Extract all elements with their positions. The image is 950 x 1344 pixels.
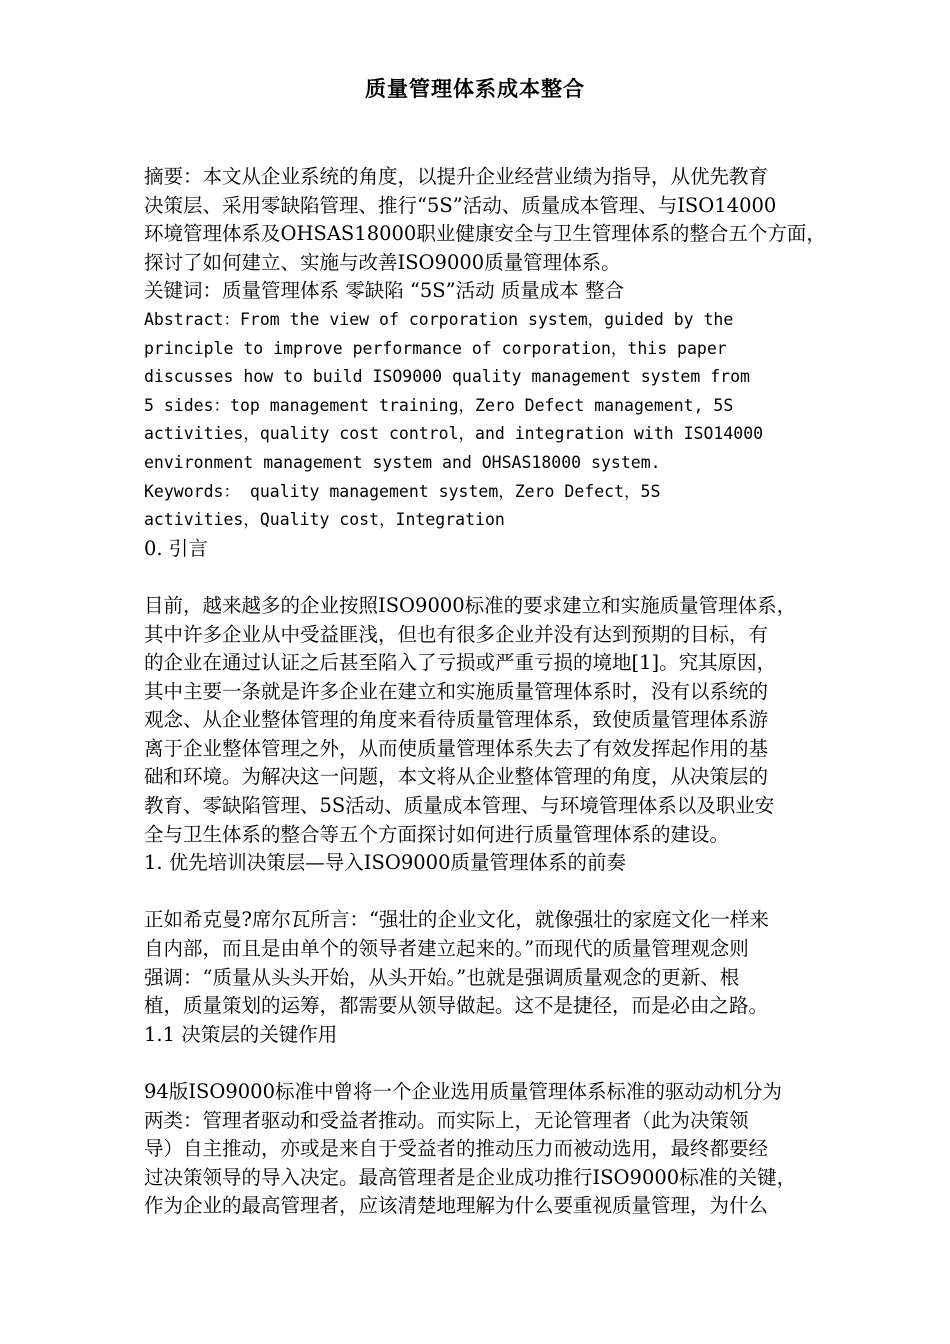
abstract-en-line: discusses how to build ISO9000 quality management system from [144,367,750,387]
abstract-cn-line: 环境管理体系及OHSAS18000职业健康安全与卫生管理体系的整合五个方面， [144,222,826,246]
abstract-cn-line: 决策层、采用零缺陷管理、推行“5S”活动、质量成本管理、与ISO14000 [144,193,777,217]
section-1-1-heading: 1.1 决策层的关键作用 [144,1022,338,1046]
document-body [144,163,904,1221]
blank-line [144,1049,904,1078]
keywords-cn: 关键词：质量管理体系 零缺陷 “5S”活动 质量成本 整合 [144,279,624,303]
section-0-line: 其中许多企业从中受益匪浅，但也有很多企业并没有达到预期的目标，有 [144,622,769,646]
section-0-line: 础和环境。为解决这一问题，本文将从企业整体管理的角度，从决策层的 [144,765,769,789]
abstract-en-line: principle to improve performance of corporation，this paper [144,338,727,358]
section-1-line: 自内部，而且是由单个的领导者建立起来的。”而现代的质量管理观念则 [144,937,749,961]
abstract-en-line: activities，quality cost control，and integration with ISO14000 [144,424,764,444]
section-1-1-line: 94版ISO9000标准中曾将一个企业选用质量管理体系标准的驱动动机分为 [144,1080,782,1103]
section-1-1-line: 导）自主推动，亦或是来自于受益者的推动压力而被动选用，最终都要经 [144,1137,769,1161]
section-0-line: 的企业在通过认证之后甚至陷入了亏损或严重亏损的境地[1]。究其原因， [144,651,777,675]
section-0-line: 目前，越来越多的企业按照ISO9000标准的要求建立和实施质量管理体系， [144,593,797,617]
section-1-1-line: 过决策领导的导入决定。最高管理者是企业成功推行ISO9000标准的关键， [144,1165,797,1189]
section-1-1-line: 作为企业的最高管理者，应该清楚地理解为什么要重视质量管理，为什么 [144,1194,769,1218]
abstract-en-line: Abstract：From the view of corporation system，guided by the [144,309,734,329]
keywords-en-line: Keywords： quality management system，Zero Defect，5S [144,481,661,501]
abstract-en-line: environment management system and OHSAS18000 system. [144,452,661,472]
blank-line [144,563,904,592]
abstract-cn-line: 探讨了如何建立、实施与改善ISO9000质量管理体系。 [144,250,621,274]
section-1-heading: 1. 优先培训决策层—导入ISO9000质量管理体系的前奏 [144,851,626,875]
section-1-line: 植，质量策划的运筹，都需要从领导做起。这不是捷径，而是必由之路。 [144,994,769,1018]
section-0-heading: 0. 引言 [144,536,208,560]
section-0-line: 离于企业整体管理之外，从而使质量管理体系失去了有效发挥起作用的基 [144,736,769,760]
section-0-line: 全与卫生体系的整合等五个方面探讨如何进行质量管理体系的建设。 [144,822,730,846]
keywords-en-line: activities，Quality cost，Integration [144,510,505,530]
document-title: 质量管理体系成本整合 [365,76,585,101]
section-1-1-line: 两类：管理者驱动和受益者推动。而实际上，无论管理者（此为决策领 [144,1108,749,1132]
section-1-line: 强调：“质量从头头开始，从头开始。”也就是强调质量观念的更新、根 [144,965,740,989]
section-0-line: 其中主要一条就是许多企业在建立和实施质量管理体系时，没有以系统的 [144,679,769,703]
blank-line [144,878,904,907]
section-1-line: 正如希克曼?席尔瓦所言：“强壮的企业文化，就像强壮的家庭文化一样来 [144,908,769,932]
abstract-en-line: 5 sides：top management training，Zero Defect management, 5S [144,395,734,415]
section-0-line: 观念、从企业整体管理的角度来看待质量管理体系，致使质量管理体系游 [144,708,769,732]
section-0-line: 教育、零缺陷管理、5S活动、质量成本管理、与环境管理体系以及职业安 [144,794,775,818]
abstract-cn-line: 摘要：本文从企业系统的角度，以提升企业经营业绩为指导，从优先教育 [144,165,769,188]
